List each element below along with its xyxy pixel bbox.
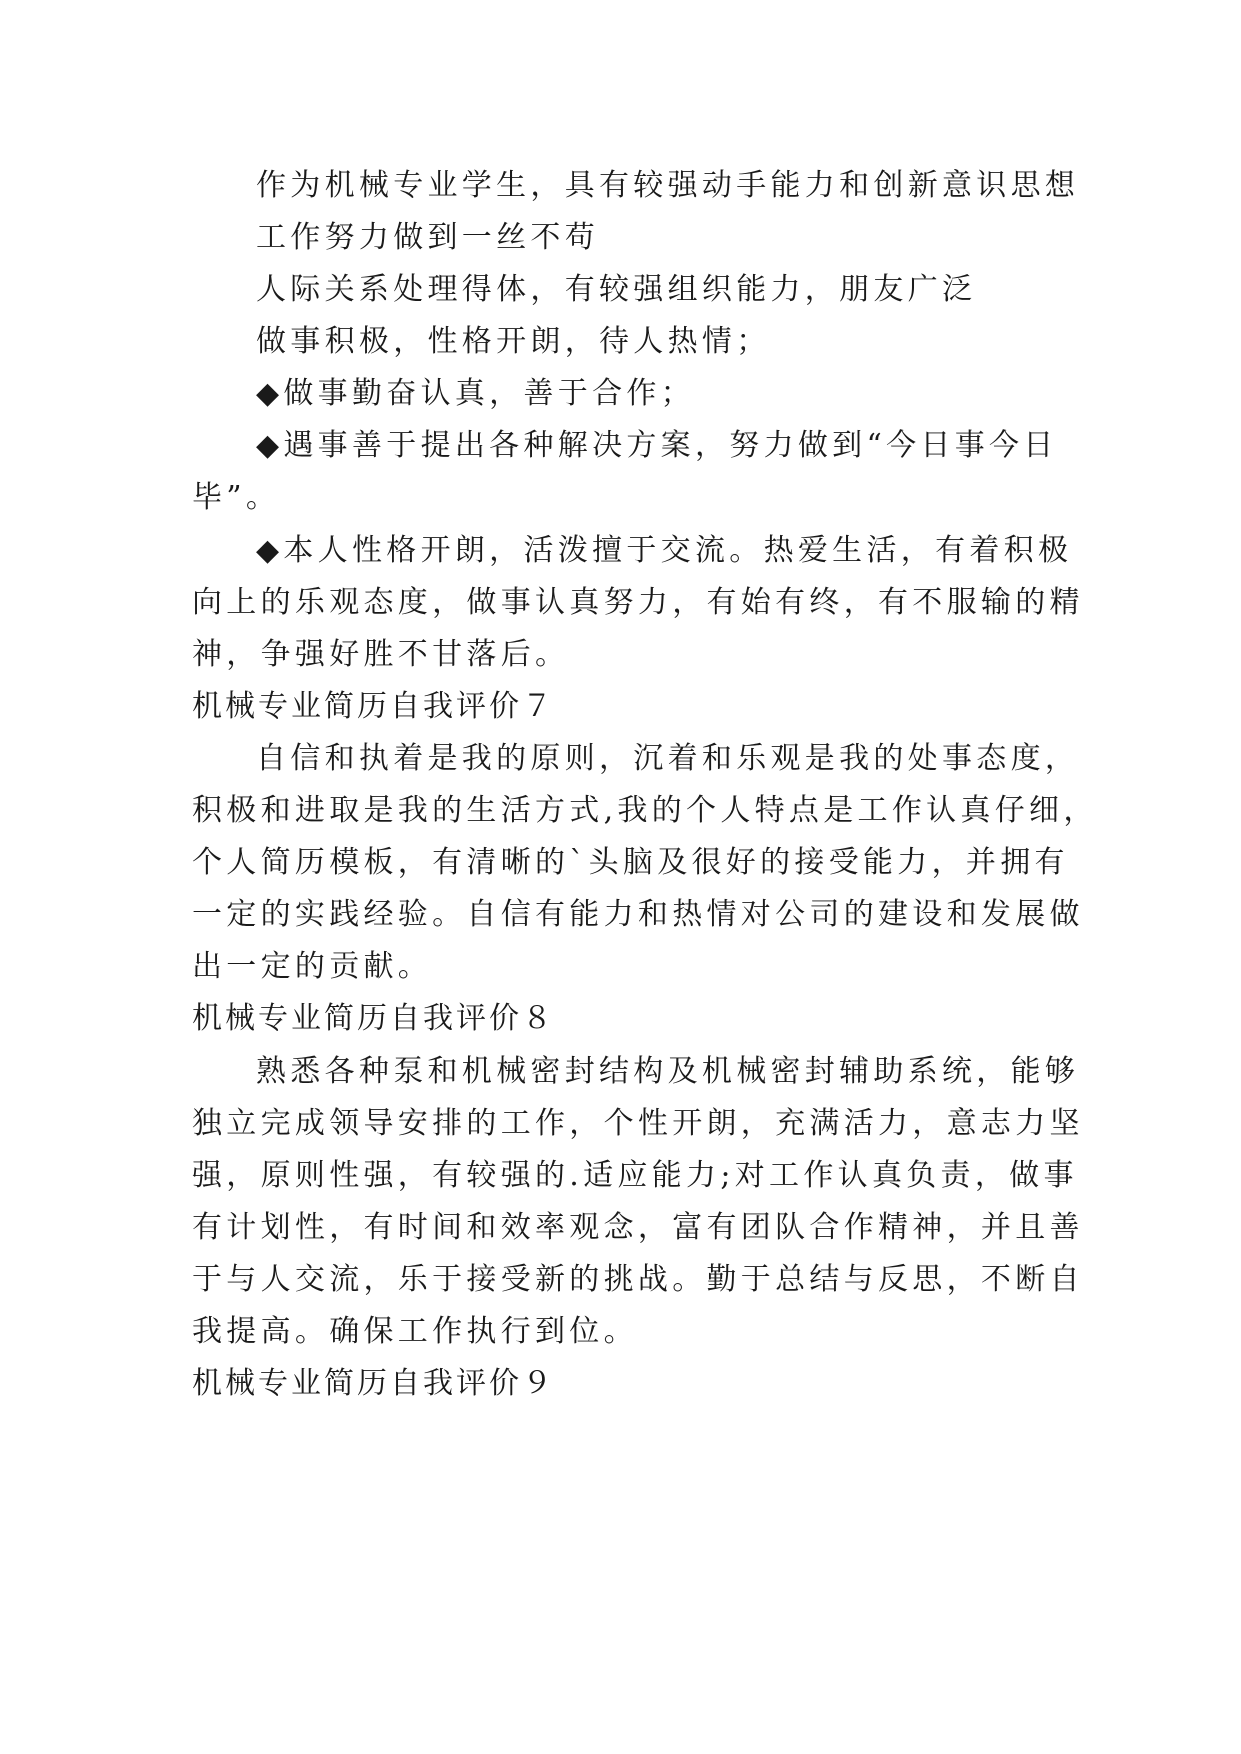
- paragraph-line: 人际关系处理得体，有较强组织能力，朋友广泛: [256, 272, 977, 307]
- section-heading: 机械专业简历自我评价８: [192, 1001, 555, 1036]
- paragraph-line: 做事积极，性格开朗，待人热情；: [256, 324, 771, 359]
- paragraph-line: 积极和进取是我的生活方式,我的个人特点是工作认真仔细，: [192, 793, 1098, 828]
- paragraph-line: 有计划性，有时间和效率观念，富有团队合作精神，并且善: [192, 1210, 1084, 1245]
- paragraph-line: 我提高。确保工作执行到位。: [192, 1314, 638, 1349]
- paragraph-line: 出一定的贡献。: [192, 949, 433, 984]
- paragraph-line: 向上的乐观态度，做事认真努力，有始有终，有不服输的精: [192, 585, 1084, 620]
- paragraph-line: 熟悉各种泵和机械密封结构及机械密封辅助系统，能够: [256, 1054, 1080, 1089]
- paragraph-line: 一定的实践经验。自信有能力和热情对公司的建设和发展做: [192, 897, 1084, 932]
- paragraph-line: 个人简历模板，有清晰的`头脑及很好的接受能力，并拥有: [192, 845, 1069, 880]
- section-heading: 机械专业简历自我评价７: [192, 689, 555, 724]
- bullet-line: ◆遇事善于提出各种解决方案，努力做到“今日事今日: [256, 428, 1058, 463]
- paragraph-line: 于与人交流，乐于接受新的挑战。勤于总结与反思，不断自: [192, 1262, 1084, 1297]
- paragraph-line: 毕”。: [192, 480, 281, 515]
- section-heading: 机械专业简历自我评价９: [192, 1366, 555, 1401]
- paragraph-line: 神，争强好胜不甘落后。: [192, 637, 570, 672]
- paragraph-line: 工作努力做到一丝不苟: [256, 220, 599, 255]
- bullet-line: ◆本人性格开朗，活泼擅于交流。热爱生活，有着积极: [256, 533, 1073, 568]
- paragraph-line: 作为机械专业学生，具有较强动手能力和创新意识思想: [256, 168, 1080, 203]
- paragraph-line: 自信和执着是我的原则，沉着和乐观是我的处事态度，: [256, 741, 1080, 776]
- paragraph-line: 独立完成领导安排的工作，个性开朗，充满活力，意志力坚: [192, 1106, 1084, 1141]
- bullet-line: ◆做事勤奋认真，善于合作；: [256, 376, 695, 411]
- paragraph-line: 强，原则性强，有较强的.适应能力;对工作认真负责，做事: [192, 1158, 1078, 1193]
